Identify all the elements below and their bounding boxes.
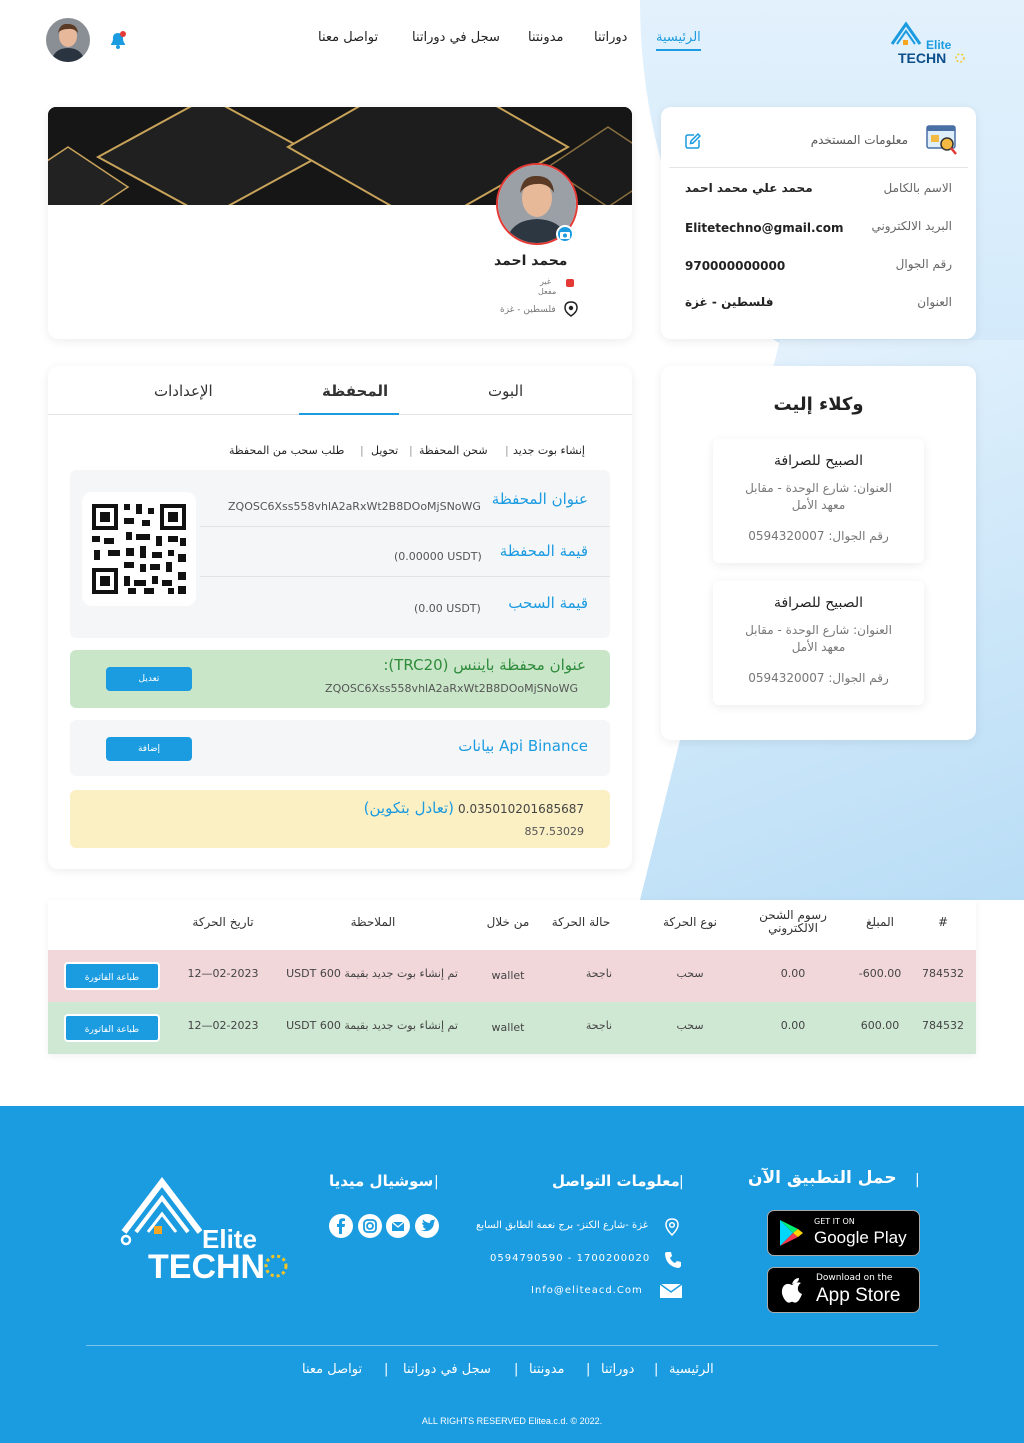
agent-address-line1: العنوان: شارع الوحدة - مقابل [745,481,892,495]
status-dot [566,279,574,287]
binance-wallet-title: :(TRC20) عنوان محفظة بايننس [383,656,586,674]
col-type: نوع الحركة [662,915,718,929]
google-play-big: Google Play [814,1228,907,1247]
print-invoice-button[interactable]: طباعة الفاتورة [64,962,160,990]
site-header [0,0,1024,80]
withdraw-value: (0.00 USDT) [414,602,481,615]
action-charge-wallet[interactable]: شحن المحفظة [419,444,488,457]
footer-address: غزة -شارع الكنز- برج نعمة الطابق السابع [476,1220,648,1231]
btc-amount: 857.53029 [524,825,584,838]
google-play-small: GET IT ON [814,1217,855,1226]
cell-date: 12—02-2023 [187,967,259,980]
edit-icon[interactable] [685,133,701,149]
value-full-name: محمد علي محمد احمد [685,181,813,195]
footer-email[interactable]: Info@eliteacd.Com [531,1285,643,1296]
cell-note: USDT تم إنشاء بوت جديد بقيمة 600 [286,1019,458,1032]
logo-text-bottom: TECHN [898,50,947,66]
cell-via: wallet [491,1021,525,1034]
footer-copyright: ALL RIGHTS RESERVED Elitea.c.d. © 2022. [421,1416,603,1426]
wallet-value: (0.00000 USDT) [394,550,482,563]
status-line2: مفعل [538,287,557,296]
binance-wallet-address[interactable]: ZQOSC6Xss558vhlA2aRxWt2B8DOoMjSNoWG [325,682,578,695]
separator: | [434,1174,439,1190]
notification-bell-icon[interactable] [107,29,129,51]
footer-app-title: حمل التطبيق الآن [748,1168,897,1188]
separator: | [654,1362,659,1377]
nav-register[interactable]: سجل في دوراتنا [412,30,500,45]
cell-type: سحب [676,1019,704,1032]
location-icon [664,1218,680,1236]
logo-text-top: Elite [926,38,952,52]
print-invoice-button[interactable]: طباعة الفاتورة [64,1014,160,1042]
mail-social-icon[interactable] [386,1214,410,1238]
site-footer [0,1106,1024,1443]
wallet-value-label: قيمة المحفظة [499,542,588,560]
divider [200,576,610,577]
add-api-button[interactable]: إضافة [106,737,192,761]
value-email: Elitetechno@gmail.com [685,221,844,235]
instagram-icon[interactable] [358,1214,382,1238]
nav-blog[interactable]: مدونتنا [528,30,564,45]
btc-label: (تعادل بتكوين) [363,799,454,817]
divider [669,167,968,168]
col-fee-line2: الالكتروني [768,921,818,935]
agent-phone: رقم الجوال: 0594320007 [748,671,889,685]
col-fee-line1: رسوم الشحن [759,908,827,922]
agent-phone: رقم الجوال: 0594320007 [748,529,889,543]
action-new-bot[interactable]: إنشاء بوت جديد [513,444,585,457]
agent-address-line2: معهد الأمل [791,498,846,512]
wallet-info-box [70,470,610,638]
location-pin-icon [564,301,578,317]
transactions-table [48,900,976,1054]
action-transfer[interactable]: تحويل [371,444,399,457]
separator: | [384,1362,389,1377]
separator: | [586,1362,591,1377]
footer-logo-text-bottom: TECHN [148,1248,266,1280]
twitter-icon[interactable] [415,1214,439,1238]
api-binance-title: بيانات Api Binance [458,737,588,755]
tab-settings[interactable]: الإعدادات [154,382,213,400]
agent-address-line2: معهد الأمل [791,640,846,654]
table-row [48,950,976,1002]
agent-card[interactable] [713,439,924,563]
edit-binance-button[interactable]: تعديل [106,667,192,691]
value-phone: 970000000000 [685,259,786,273]
footer-contact-title: معلومات التواصل [552,1172,680,1190]
google-play-button[interactable] [767,1210,920,1256]
col-amount: المبلغ [866,915,894,929]
label-full-name: الاسم بالكامل [883,181,952,195]
wallet-qr-code [82,492,196,606]
app-store-small: Download on the [816,1273,893,1283]
separator: | [360,444,364,457]
footer-nav-register[interactable]: سجل في دوراتنا [403,1362,491,1377]
user-info-icon [926,124,958,156]
cell-amount: 600.00 [860,1019,900,1032]
col-via: من خلال [486,915,530,929]
cell-id: 784532 [922,1019,964,1032]
user-info-title: معلومات المستخدم [810,133,908,147]
facebook-icon[interactable] [329,1214,353,1238]
wallet-address-label: عنوان المحفظة [491,490,588,508]
btc-box [70,790,610,848]
footer-divider [86,1345,938,1346]
label-address: العنوان [917,295,952,309]
value-address: فلسطين - غزة [685,295,774,309]
separator: | [514,1362,519,1377]
cell-id: 784532 [922,967,964,980]
agent-address-line1: العنوان: شارع الوحدة - مقابل [745,623,892,637]
active-tab-indicator [299,413,399,415]
separator: | [915,1172,920,1188]
profile-card [48,107,632,339]
agent-name: الصبيح للصرافة [773,595,864,611]
tab-wallet[interactable]: المحفظة [322,382,389,400]
cell-date: 12—02-2023 [187,1019,259,1032]
cell-status: ناجحة [585,967,613,980]
app-store-big: App Store [816,1285,901,1306]
header-avatar[interactable] [46,18,90,62]
separator: | [409,444,413,457]
label-phone: رقم الجوال [895,257,952,271]
footer-phones: 0594790590 - 1700200020 [490,1253,651,1264]
action-withdraw-request[interactable]: طلب سحب من المحفظة [229,444,345,457]
google-play-icon [778,1219,804,1247]
col-fee [748,909,838,935]
cell-fee: 0.00 [780,967,806,980]
footer-nav-contact[interactable]: تواصل معنا [302,1362,363,1377]
api-binance-box [70,720,610,776]
agent-name: الصبيح للصرافة [773,453,864,469]
phone-icon [664,1251,682,1269]
agent-card[interactable] [713,581,924,705]
separator: | [679,1174,684,1190]
wallet-address-value[interactable]: ZQOSC6Xss558vhlA2aRxWt2B8DOoMjSNoWG [228,500,481,513]
cell-type: سحب [676,967,704,980]
wallet-card [48,366,632,869]
user-info-card [661,107,976,339]
profile-name: محمد احمد [494,253,568,269]
binance-wallet-box [70,650,610,708]
agents-title: وكلاء إليت [773,394,864,415]
footer-nav-courses[interactable]: دوراتنا [601,1362,635,1377]
camera-icon[interactable] [556,225,574,243]
site-logo[interactable] [886,16,966,66]
table-row [48,1002,976,1054]
label-email: البريد الالكتروني [871,219,952,233]
cell-note: USDT تم إنشاء بوت جديد بقيمة 600 [286,967,458,980]
footer-logo-text-top: Elite [202,1224,257,1254]
app-store-button[interactable] [767,1267,920,1313]
footer-logo[interactable] [118,1176,290,1280]
footer-social-title: سوشيال ميديا [329,1172,434,1190]
cell-status: ناجحة [585,1019,613,1032]
cell-fee: 0.00 [780,1019,806,1032]
footer-nav-blog[interactable]: مدونتنا [529,1362,565,1377]
col-status: حالة الحركة [551,915,611,929]
col-note: الملاحظة [350,915,396,929]
footer-nav-home[interactable]: الرئيسية [669,1362,714,1377]
cell-via: wallet [491,969,525,982]
status-line1: غير [540,277,552,286]
btc-value: 0.035010201685687 [458,802,584,816]
divider [200,526,610,527]
col-id: # [937,915,949,929]
email-icon [659,1283,683,1299]
profile-location: فلسطين - غزة [500,305,556,315]
nav-home[interactable]: الرئيسية [656,30,701,51]
separator: | [505,444,509,457]
nav-courses[interactable]: دوراتنا [594,30,628,45]
tab-bot[interactable]: البوت [488,382,524,400]
table-header [48,900,976,950]
apple-icon [780,1276,804,1304]
withdraw-value-label: قيمة السحب [508,594,588,612]
nav-contact[interactable]: تواصل معنا [318,30,379,45]
col-date: تاريخ الحركة [192,915,254,929]
agents-card [661,366,976,740]
cell-amount: -600.00 [858,967,902,980]
